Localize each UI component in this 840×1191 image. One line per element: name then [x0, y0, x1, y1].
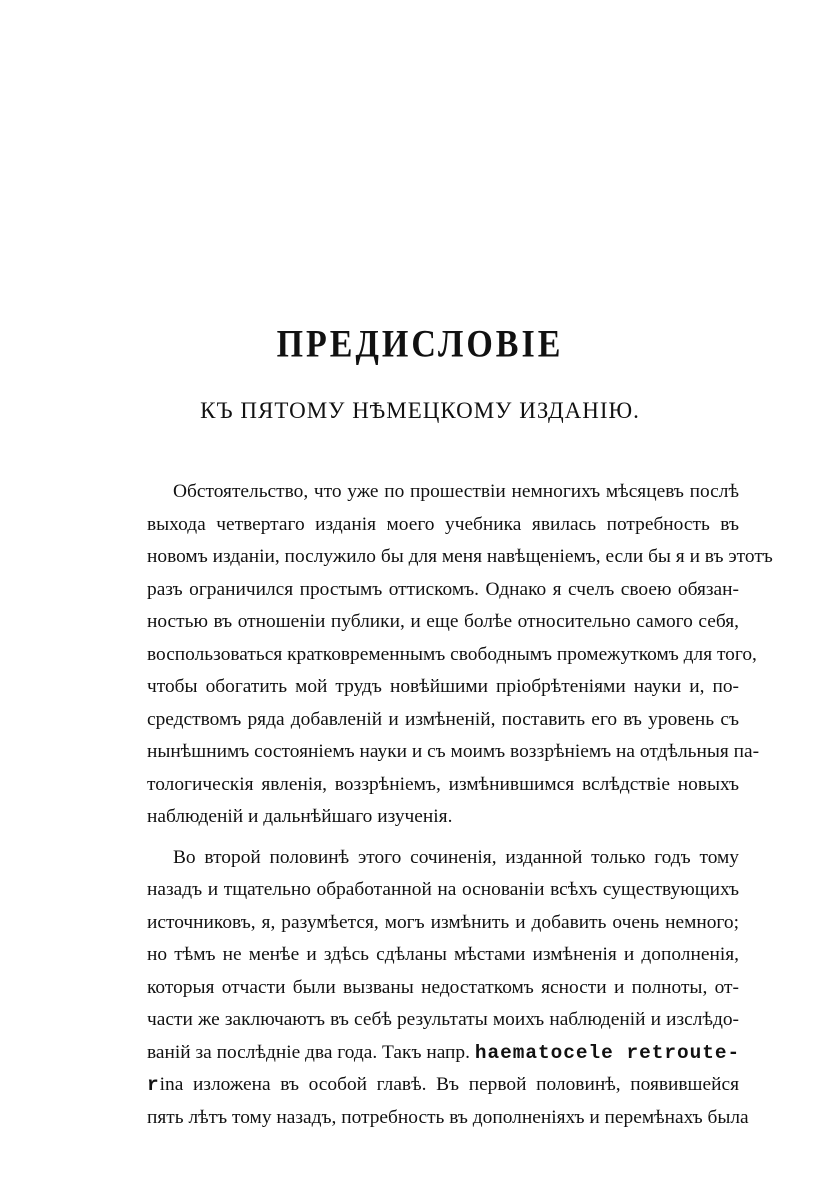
text-line: части же заключаютъ въ себѣ результаты моихъ наблюденій и изслѣдо-	[147, 1009, 739, 1030]
text-line: Во второй половинѣ этого сочиненія, изданной только годъ тому	[173, 846, 739, 868]
text-line: средствомъ ряда добавленій и измѣненій, поставить его въ уровень съ	[147, 708, 739, 730]
latin-term-continued: r	[147, 1074, 160, 1096]
paragraph-2	[147, 842, 749, 1135]
text-line: пять лѣтъ тому назадъ, потребность въ дополненіяхъ и перемѣнахъ была	[147, 1106, 749, 1128]
preface-body	[147, 476, 773, 1134]
paragraph-1	[147, 476, 773, 834]
text-line: нынѣшнимъ состояніемъ науки и съ моимъ воззрѣніемъ на отдѣльныя па-	[147, 741, 760, 762]
page-title: ПРЕДИСЛОВІЕ	[276, 323, 564, 366]
text-line: но тѣмъ не менѣе и здѣсь сдѣланы мѣстами измѣненія и дополненія,	[147, 944, 739, 965]
text-line: которыя отчасти были вызваны недостаткомъ ясности и полноты, от-	[147, 976, 739, 998]
text-line-with-term	[147, 1037, 739, 1070]
text-line: разъ ограничился простымъ оттискомъ. Однако я счелъ своею обязан-	[147, 578, 739, 600]
text-line: чтобы обогатить мой трудъ новѣйшими пріобрѣтеніями науки и, по-	[147, 676, 739, 697]
text-segment: ваній за послѣдніе два года. Такъ напр.	[147, 1041, 475, 1063]
text-line: выхода четвертаго изданія моего учебника явилась потребность въ	[147, 513, 739, 535]
latin-term: haematocele retroute-	[474, 1041, 741, 1064]
text-line: тологическія явленія, воззрѣніемъ, измѣнившимся вслѣдствіе новыхъ	[147, 773, 739, 795]
text-line: новомъ изданіи, послужило бы для меня навѣщеніемъ, если бы я и въ этотъ	[147, 546, 773, 567]
text-line: воспользоваться кратковременнымъ свободнымъ промежуткомъ для того,	[147, 643, 757, 665]
text-line: источниковъ, я, разумѣется, могъ измѣнить и добавить очень немного;	[147, 911, 739, 933]
text-segment: ina изложена въ особой главѣ. Въ первой половинѣ, появившейся	[159, 1074, 739, 1095]
text-line: ностью въ отношеніи публики, и еще болѣе относительно самого себя,	[147, 611, 739, 632]
page-subtitle: КЪ ПЯТОМУ НѢМЕЦКОМУ ИЗДАНІЮ.	[200, 398, 640, 423]
text-line-with-term	[147, 1069, 739, 1102]
text-line: назадъ и тщательно обработанной на основаніи всѣхъ существующихъ	[147, 879, 739, 900]
text-line: Обстоятельство, что уже по прошествіи немногихъ мѣсяцевъ послѣ	[173, 481, 739, 502]
text-line: наблюденій и дальнѣйшаго изученія.	[147, 806, 453, 827]
